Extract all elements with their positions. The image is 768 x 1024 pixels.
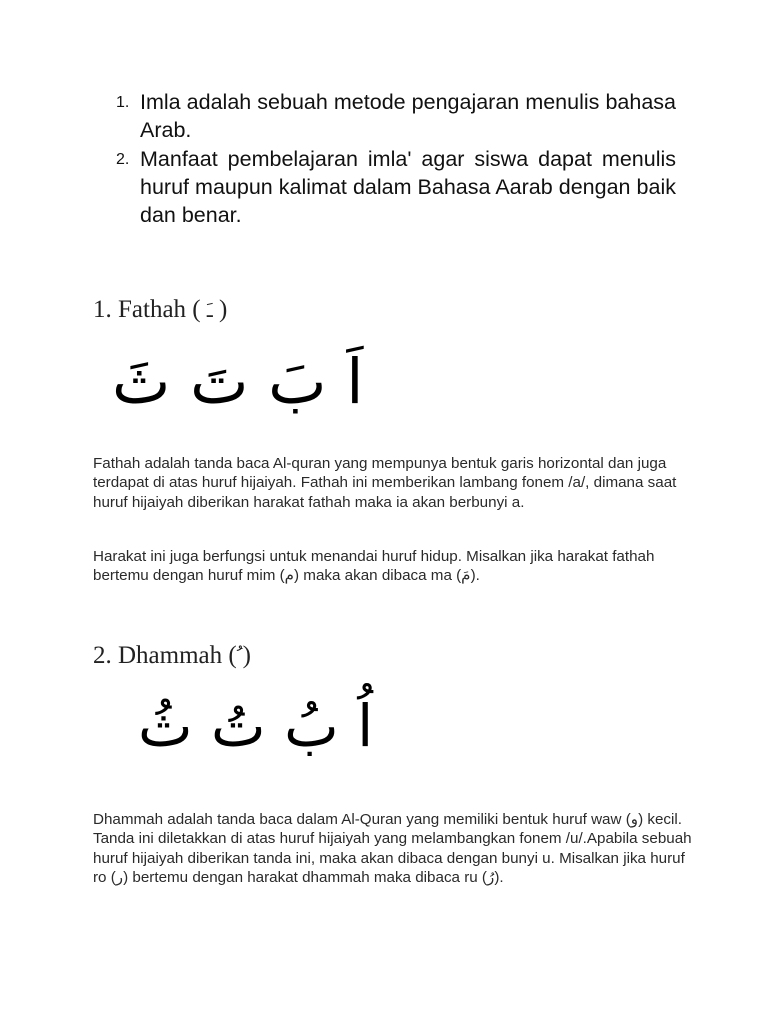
list-item-text: Manfaat pembelajaran imla' agar siswa dapat menulis huruf maupun kalimat dalam Bahasa Aarab dengan baik dan benar. (140, 147, 676, 227)
dhammah-paragraph-1: Dhammah adalah tanda baca dalam Al-Quran yang memiliki bentuk huruf waw (و) kecil. Tanda ini diletakkan di atas huruf hijaiyah yang melambangkan fonem /u/.Apabila sebuah huruf hijaiyah diberikan tanda ini, maka akan dibaca dengan bunyi u. Misalkan jika huruf ro (ر) bertemu dengan harakat dhammah maka dibaca ru (رُ). (93, 811, 692, 887)
list-item (112, 88, 676, 144)
dhammah-mark: ُ (236, 644, 243, 668)
list-number: 1. (116, 94, 130, 111)
dhammah-heading-text: 2. Dhammah ( (93, 642, 237, 669)
fathah-paragraph-2: Harakat ini juga berfungsi untuk menandai huruf hidup. Misalkan jika harakat fathah bertemu dengan huruf mim (م) maka akan dibaca ma (مَ). (93, 548, 655, 585)
fathah-heading-close: ) (212, 296, 228, 323)
list-item-text: Imla adalah sebuah metode pengajaran menulis bahasa Arab. (140, 90, 676, 142)
fathah-mark: ـَ (206, 298, 213, 322)
list-item (112, 145, 676, 229)
dhammah-letters: اُ بُ تُ ثُ (138, 692, 374, 760)
fathah-heading (93, 296, 227, 324)
fathah-paragraph-1: Fathah adalah tanda baca Al-quran yang mempunya bentuk garis horizontal dan juga terdapat di atas huruf hijaiyah. Fathah ini memberikan lambang fonem /a/, dimana saat huruf hijaiyah diberikan harakat fathah maka ia akan berbunyi a. (93, 455, 677, 511)
dhammah-heading-close: ) (242, 642, 251, 669)
dhammah-heading (93, 642, 251, 670)
definition-list (112, 88, 676, 229)
fathah-letters: اَ بَ تَ ثَ (112, 345, 364, 418)
fathah-heading-text: 1. Fathah ( (93, 296, 201, 323)
list-number: 2. (116, 151, 130, 168)
